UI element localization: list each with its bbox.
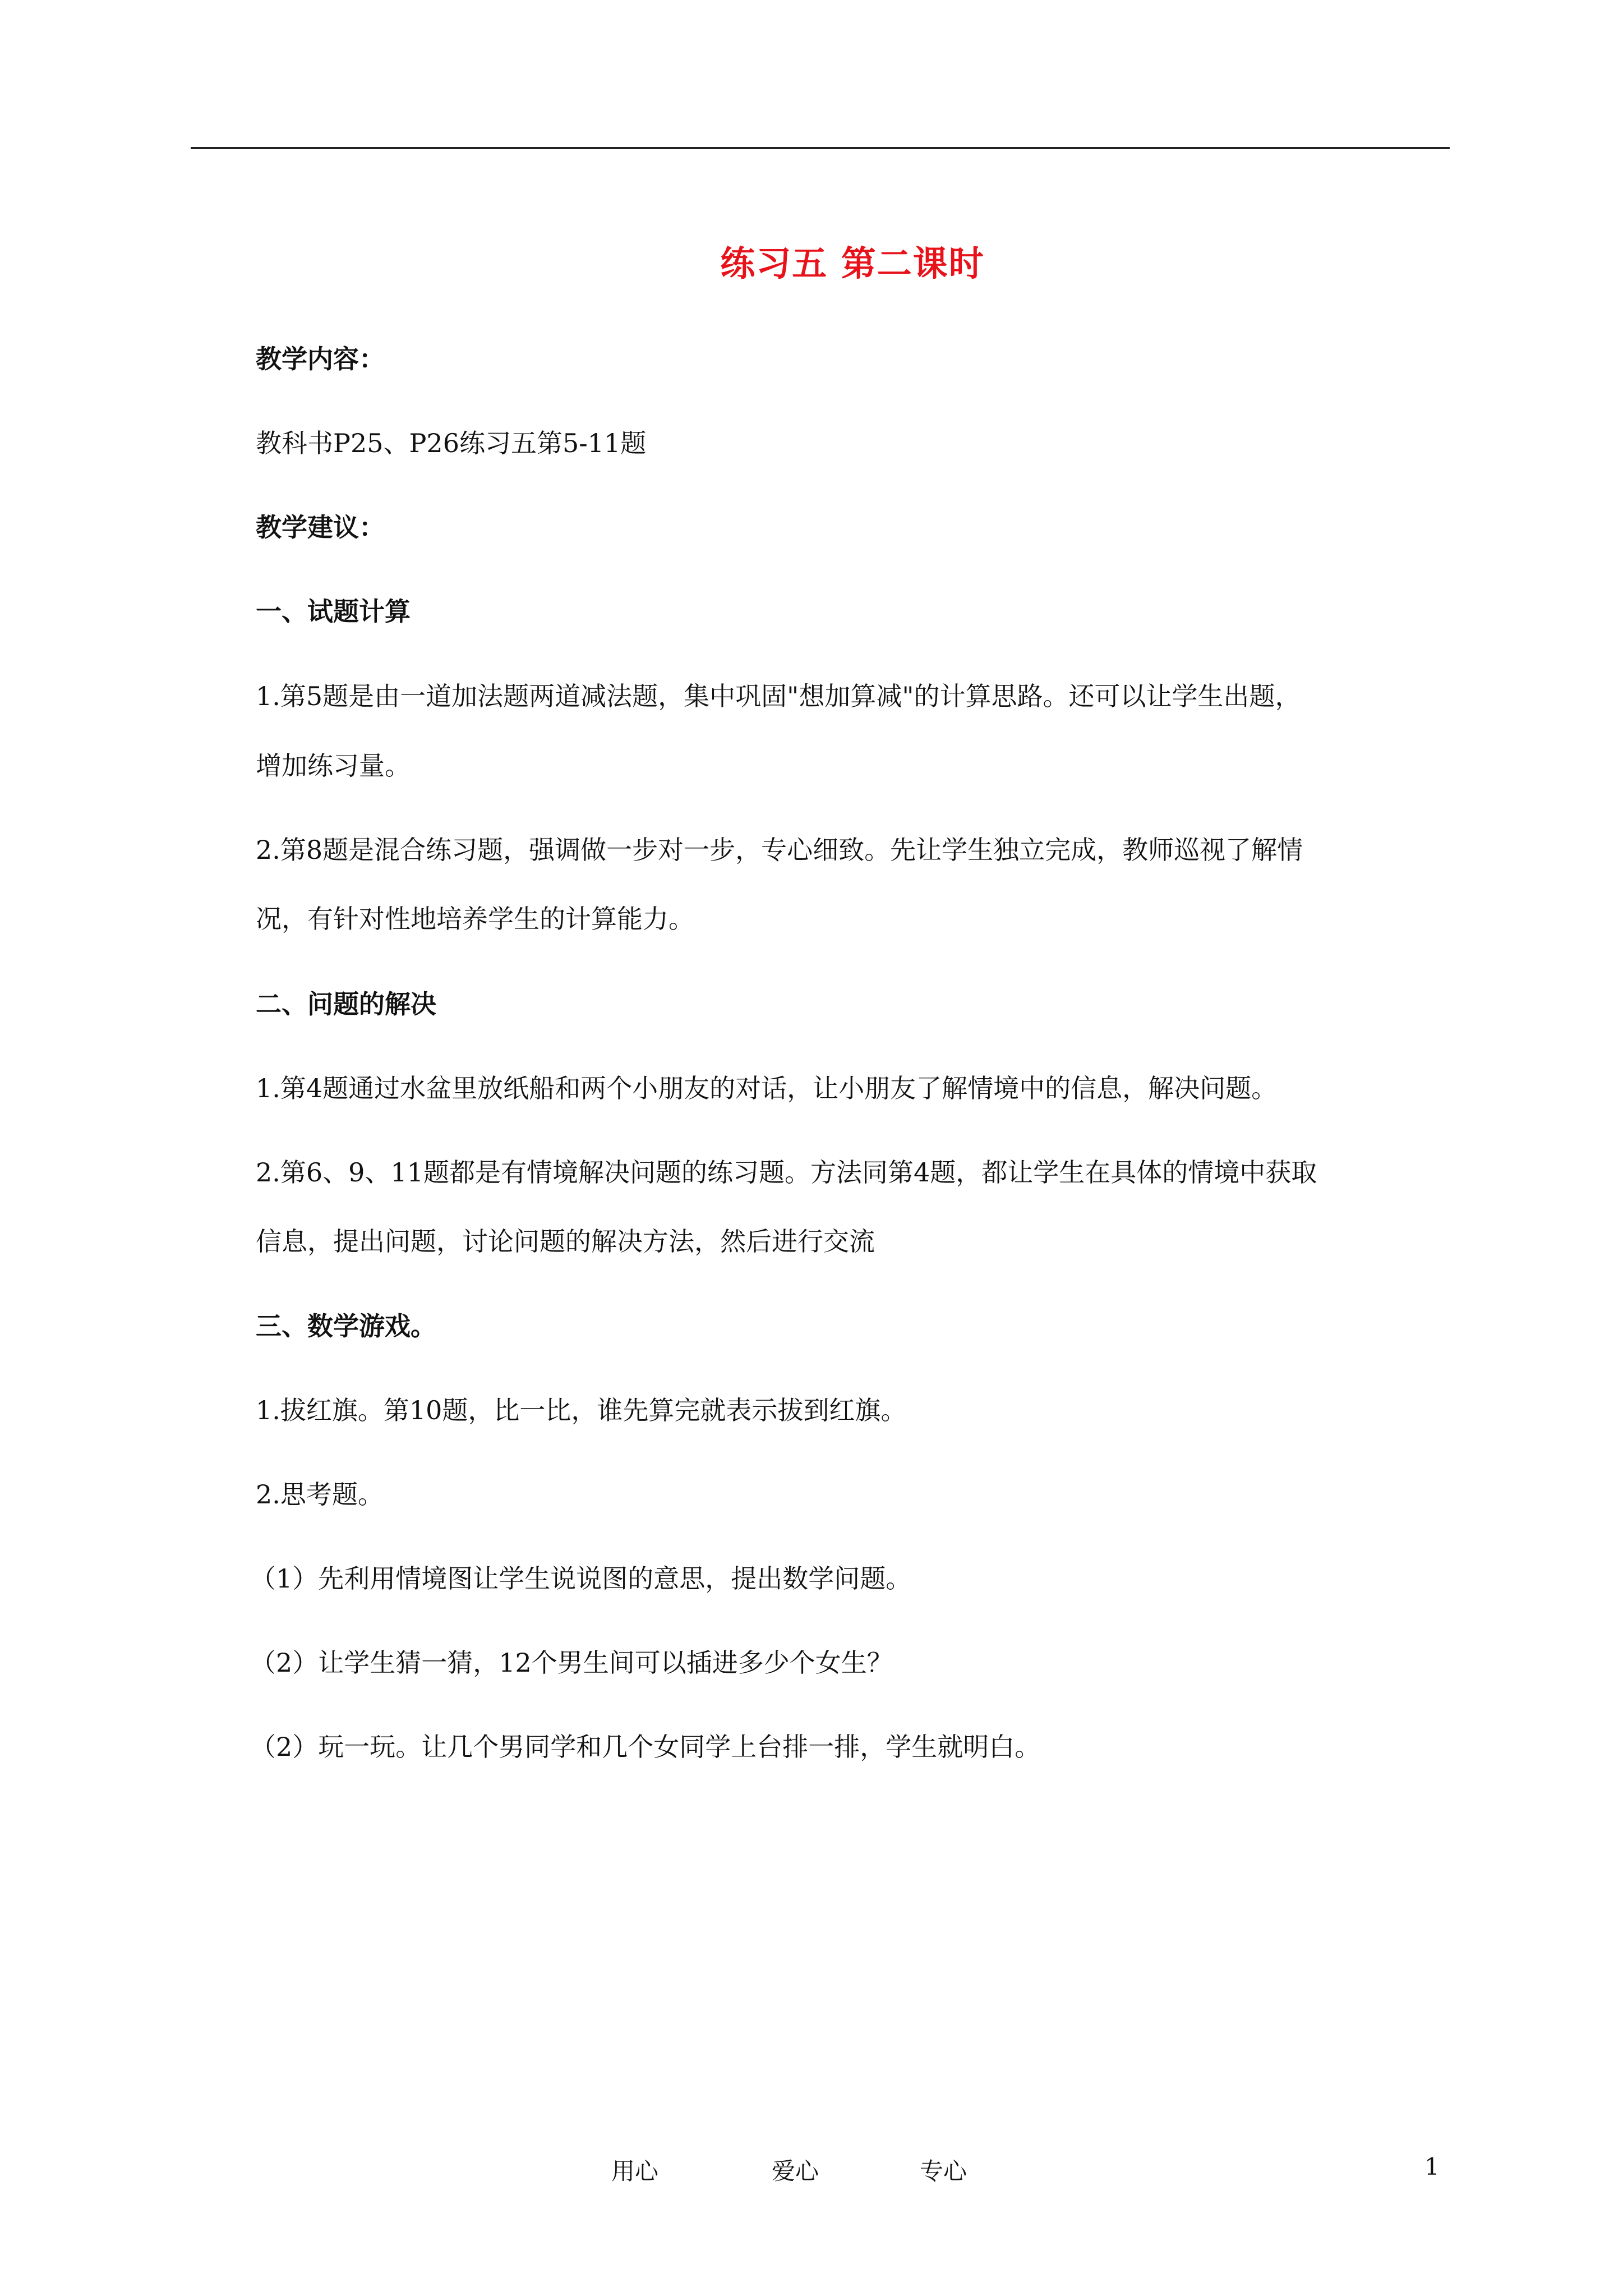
paragraph-line: 况，有针对性地培养学生的计算能力。: [256, 904, 694, 934]
footer-motto-2: 爱心: [772, 2157, 819, 2185]
teaching-content-heading: 教学内容：: [256, 344, 385, 374]
footer-motto-3: 专心: [920, 2157, 967, 2185]
header-rule: [191, 147, 1450, 149]
paragraph-line: （2）让学生猜一猜，12个男生间可以插进多少个女生？: [250, 1648, 893, 1678]
section-heading-calculation: 一、试题计算: [256, 596, 411, 627]
suggestions-heading: 教学建议：: [256, 512, 385, 542]
paragraph-line: 增加练习量。: [256, 751, 411, 781]
paragraph-line: 2.第8题是混合练习题，强调做一步对一步，专心细致。先让学生独立完成，教师巡视了解情: [256, 835, 1303, 865]
paragraph-line: 2.第6、9、11题都是有情境解决问题的练习题。方法同第4题，都让学生在具体的情境中获取: [256, 1157, 1317, 1188]
paragraph-line: 1.第4题通过水盆里放纸船和两个小朋友的对话，让小朋友了解情境中的信息，解决问题。: [256, 1073, 1278, 1103]
section-heading-math-game: 三、数学游戏。: [256, 1311, 436, 1341]
page-number: 1: [1424, 2153, 1440, 2180]
paragraph-line: 1.拔红旗。第10题，比一比，谁先算完就表示拔到红旗。: [256, 1395, 907, 1425]
footer-motto-1: 用心: [611, 2157, 659, 2185]
paragraph-line: 信息，提出问题，讨论问题的解决方法，然后进行交流: [256, 1226, 875, 1257]
paragraph-line: 1.第5题是由一道加法题两道减法题，集中巩固"想加算减"的计算思路。还可以让学生出题，: [256, 681, 1301, 711]
document-title: 练习五 第二课时: [720, 243, 985, 284]
teaching-content-text: 教科书P25、P26练习五第5-11题: [256, 428, 647, 458]
paragraph-line: （2）玩一玩。让几个男同学和几个女同学上台排一排，学生就明白。: [250, 1732, 1041, 1762]
paragraph-line: （1）先利用情境图让学生说说图的意思，提出数学问题。: [250, 1563, 912, 1594]
paragraph-line: 2.思考题。: [256, 1479, 384, 1510]
section-heading-problem-solving: 二、问题的解决: [256, 989, 436, 1019]
